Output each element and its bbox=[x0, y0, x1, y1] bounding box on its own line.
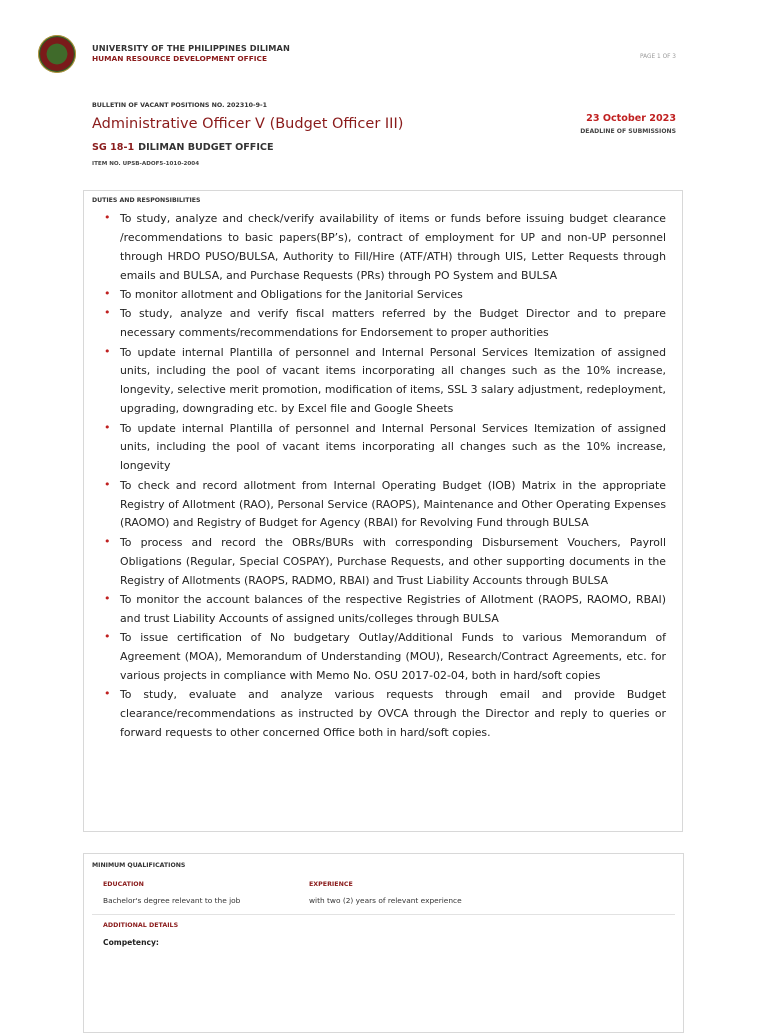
duty-text: To check and record allotment from Internal Operating Budget (IOB) Matrix in the appropriate Registry of Allotment (RAO), Personal Service (RAOPS), Maintenance and Other Operating Expenses (RAOMO) and Registry of Budget for Agency (RBAI) for Revolving Fund through BULSA bbox=[120, 478, 666, 530]
duty-item bbox=[104, 344, 666, 420]
duty-text: To update internal Plantilla of personnel and Internal Personal Services Itemization of assigned units, including the pool of vacant items incorporating all changes such as the 10% increase, longevity bbox=[120, 421, 666, 473]
office-name: HUMAN RESOURCE DEVELOPMENT OFFICE bbox=[92, 54, 268, 63]
education-label: EDUCATION bbox=[103, 881, 144, 888]
divider bbox=[92, 914, 675, 915]
experience-label: EXPERIENCE bbox=[309, 881, 353, 888]
bullet-icon: • bbox=[104, 420, 111, 434]
bulletin-no: 202310-9-1 bbox=[226, 102, 267, 109]
duty-text: To update internal Plantilla of personnel and Internal Personal Services Itemization of assigned units, including the pool of vacant items incorporating all changes such as the 10% increase, longevity, selective merit promotion, modification of items, SSL 3 salary adjustment, redeployment, upgrading, downgrading etc. by Excel file and Google Sheets bbox=[120, 345, 666, 416]
duty-item bbox=[104, 420, 666, 477]
university-seal-icon bbox=[38, 35, 76, 73]
education-value: Bachelor's degree relevant to the job bbox=[103, 896, 241, 905]
bulletin-prefix: BULLETIN OF VACANT POSITIONS NO. bbox=[92, 102, 227, 109]
experience-value: with two (2) years of relevant experience bbox=[309, 896, 462, 905]
duty-text: To study, analyze and verify fiscal matters referred by the Budget Director and to prepare necessary comments/recommendations for Endorsement to proper authorities bbox=[120, 307, 666, 340]
duties-label: DUTIES AND RESPONSIBILITIES bbox=[92, 197, 201, 204]
bullet-icon: • bbox=[104, 534, 111, 548]
item-number: ITEM NO. UPSB-ADOF5-1010-2004 bbox=[92, 161, 200, 167]
duty-item bbox=[104, 286, 666, 305]
duty-item bbox=[104, 477, 666, 534]
duty-item bbox=[104, 534, 666, 591]
bullet-icon: • bbox=[104, 211, 111, 224]
bullet-icon: • bbox=[104, 287, 111, 301]
duties-list bbox=[104, 210, 666, 743]
page-number: PAGE 1 OF 3 bbox=[640, 54, 676, 60]
duty-text: To issue certification of No budgetary Outlay/Additional Funds to various Memorandum of Agreement (MOA), Memorandum of Understanding (MOU), Research/Contract Agreements, etc. for various projects in compliance with Memo No. OSU 2017-02-04, both in hard/soft copies bbox=[120, 631, 666, 682]
bullet-icon: • bbox=[104, 591, 111, 605]
university-name: UNIVERSITY OF THE PHILIPPINES DILIMAN bbox=[92, 43, 290, 53]
duty-text: To monitor allotment and Obligations for the Janitorial Services bbox=[120, 288, 463, 302]
duty-item bbox=[104, 305, 666, 343]
bulletin-number bbox=[92, 102, 267, 109]
duty-text: To study, evaluate and analyze various requests through email and provide Budget clearance/recommendations as instructed by OVCA through the Director and reply to queries or forward requests to other concerned Office both in hard/soft copies. bbox=[120, 688, 666, 739]
additional-details-label: ADDITIONAL DETAILS bbox=[103, 922, 179, 929]
page-title: Administrative Officer V (Budget Officer III) bbox=[92, 116, 404, 132]
duty-item bbox=[104, 591, 666, 629]
duty-item bbox=[104, 629, 666, 686]
unit-name: DILIMAN BUDGET OFFICE bbox=[138, 142, 274, 153]
salary-grade: SG 18-1 bbox=[92, 142, 135, 153]
deadline-label: DEADLINE OF SUBMISSIONS bbox=[580, 128, 676, 135]
duty-text: To process and record the OBRs/BURs with corresponding Disbursement Vouchers, Payroll Obligations (Regular, Special COSPAY), Purchase Requests, and other supporting documents in the Registry of Allotments (RAOPS, RADMO, RBAI) and Trust Liability Accounts through BULSA bbox=[120, 535, 666, 587]
bullet-icon: • bbox=[104, 687, 111, 701]
duty-item bbox=[104, 210, 666, 286]
duty-text: To study, analyze and check/verify availability of items or funds before issuing budget clearance /recommendations to basic papers(BP’s), contract of employment for UP and non-UP personnel through HRDO PUSO/BULSA, Authority to Fill/Hire (ATF/ATH) through UIS, Letter Requests through emails and BULSA, and Purchase Requests (PRs) through PO System and BULSA bbox=[120, 212, 666, 282]
bullet-icon: • bbox=[104, 477, 111, 491]
bullet-icon: • bbox=[104, 344, 111, 358]
qualifications-label: MINIMUM QUALIFICATIONS bbox=[92, 862, 186, 869]
deadline-date: 23 October 2023 bbox=[586, 113, 676, 124]
qualifications-section bbox=[83, 853, 684, 1033]
duty-text: To monitor the account balances of the respective Registries of Allotment (RAOPS, RAOMO, RBAI) and trust Liability Accounts of assigned units/colleges through BULSA bbox=[120, 592, 666, 625]
salary-grade-line bbox=[92, 142, 274, 153]
competency-label: Competency: bbox=[103, 938, 159, 947]
duty-item bbox=[104, 686, 666, 743]
bullet-icon: • bbox=[104, 630, 111, 644]
bullet-icon: • bbox=[104, 306, 111, 320]
